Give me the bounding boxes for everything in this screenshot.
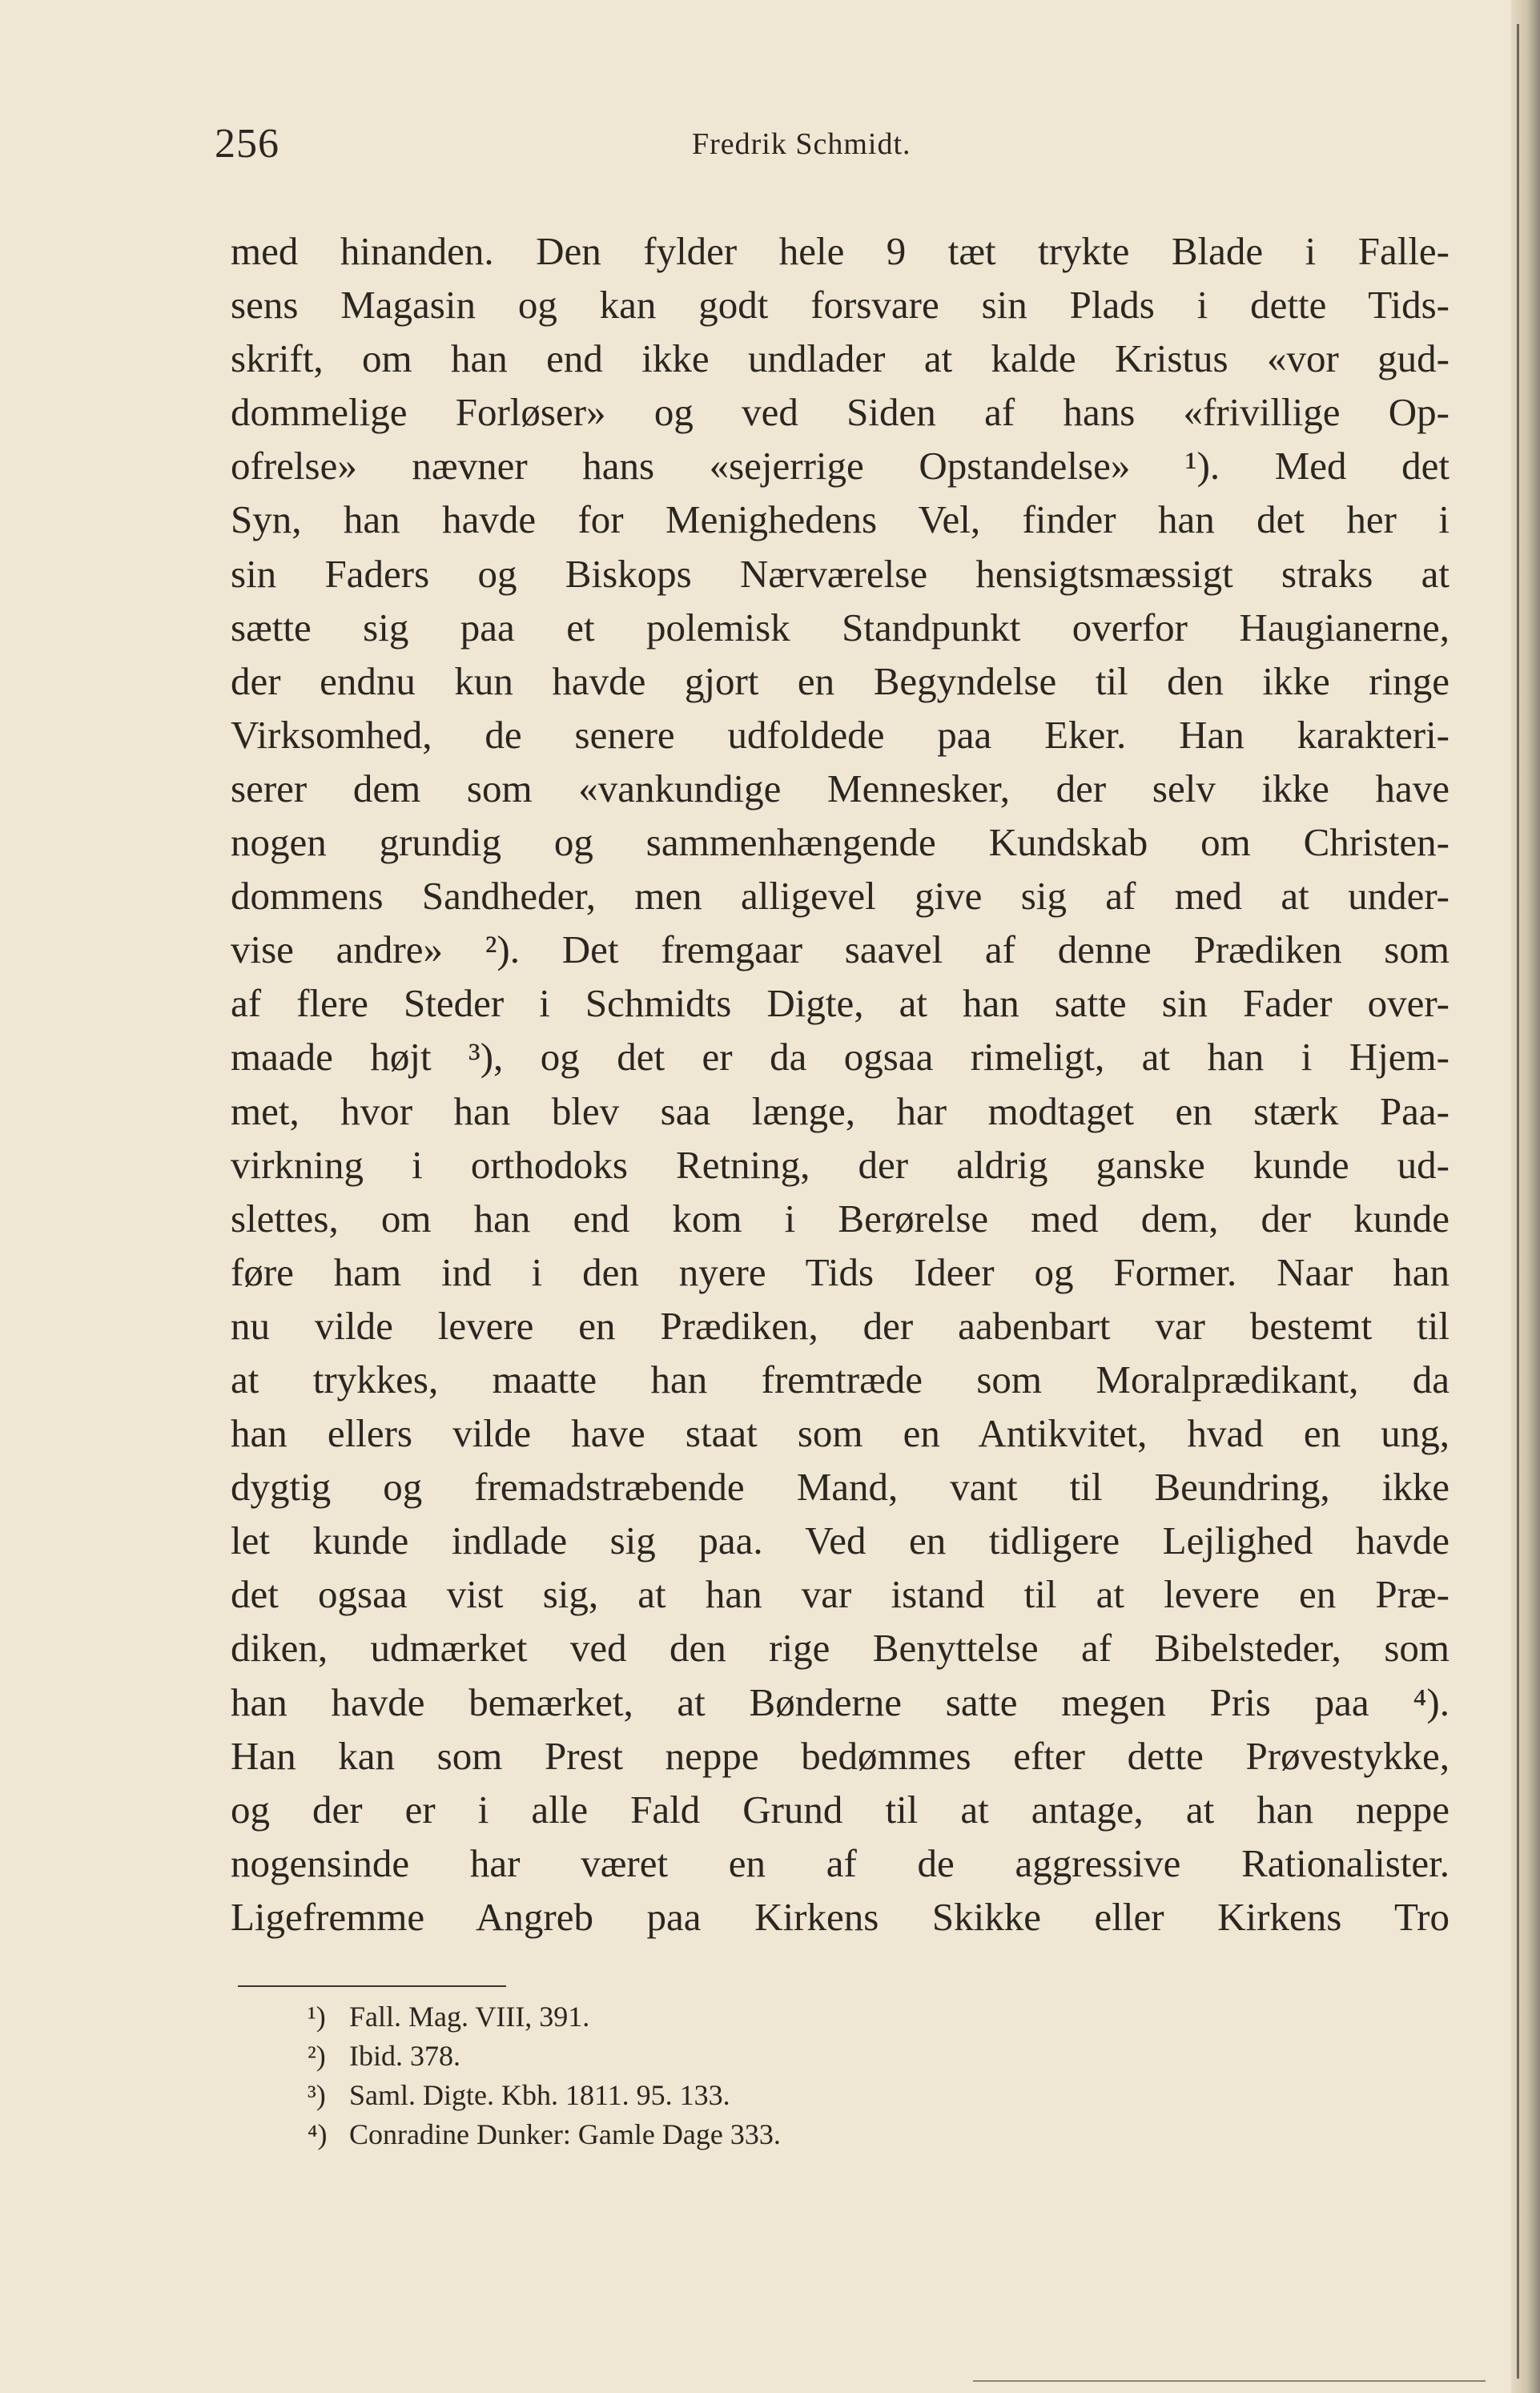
body-text: [231, 224, 1450, 1944]
text-line: Virksomhed, de senere udfoldede paa Eker. Han karakteri-: [231, 712, 1450, 757]
footnote: [308, 2037, 1108, 2076]
footnotes: [308, 1997, 1108, 2154]
footnote-text: Ibid. 378.: [349, 2040, 460, 2072]
text-line: dygtig og fremadstræbende Mand, vant til Beundring, ikke: [231, 1465, 1450, 1510]
text-line: nogensinde har været en af de aggressive Rationalister.: [231, 1840, 1450, 1885]
footnote: [308, 2115, 1108, 2154]
text-line: diken, udmærket ved den rige Benyttelse af Bibelsteder, som: [231, 1626, 1450, 1671]
footnote-mark: ³): [308, 2079, 326, 2111]
footnote-mark: ²): [308, 2040, 326, 2072]
text-line: ofrelse» nævner hans «sejerrige Opstandelse» ¹). Med det: [231, 444, 1450, 489]
footnote-mark: ¹): [308, 2001, 326, 2033]
text-line: serer dem som «vankundige Mennesker, der selv ikke have: [231, 766, 1450, 810]
text-line: med hinanden. Den fylder hele 9 tæt trykte Blade i Falle-: [231, 229, 1450, 273]
text-line: nogen grundig og sammenhængende Kundskab om Christen-: [231, 820, 1450, 865]
text-line: føre ham ind i den nyere Tids Ideer og Former. Naar han: [231, 1249, 1450, 1294]
text-line: sætte sig paa et polemisk Standpunkt overfor Haugianerne,: [231, 605, 1450, 650]
footnote-text: Conradine Dunker: Gamle Dage 333.: [349, 2118, 781, 2150]
page-number: 256: [215, 121, 279, 167]
text-line: maade højt ³), og det er da ogsaa rimeligt, at han i Hjem-: [231, 1035, 1450, 1080]
text-line: met, hvor han blev saa længe, har modtaget en stærk Paa-: [231, 1088, 1450, 1133]
text-line: sens Magasin og kan godt forsvare sin Plads i dette Tids-: [231, 283, 1450, 328]
text-line: sin Faders og Biskops Nærværelse hensigtsmæssigt straks at: [231, 551, 1450, 596]
footnote-text: Fall. Mag. VIII, 391.: [349, 2001, 590, 2033]
footnote-text: Saml. Digte. Kbh. 1811. 95. 133.: [349, 2079, 730, 2111]
footnote-rule: [238, 1985, 506, 1987]
text-line: Ligefremme Angreb paa Kirkens Skikke eller Kirkens Tro: [231, 1894, 1450, 1939]
text-line: Syn, han havde for Menighedens Vel, finder han det her i: [231, 497, 1450, 542]
text-line: og der er i alle Fald Grund til at antage, at han neppe: [231, 1787, 1450, 1832]
text-line: af flere Steder i Schmidts Digte, at han satte sin Fader over-: [231, 981, 1450, 1026]
text-line: let kunde indlade sig paa. Ved en tidligere Lejlighed havde: [231, 1518, 1450, 1563]
text-line: at trykkes, maatte han fremtræde som Moralprædikant, da: [231, 1357, 1450, 1402]
running-head: [215, 120, 1448, 176]
footnote: [308, 1997, 1108, 2037]
page-edge-line: [1517, 24, 1519, 2379]
running-title: Fredrik Schmidt.: [692, 127, 911, 161]
text-line: der endnu kun havde gjort en Begyndelse til den ikke ringe: [231, 658, 1450, 703]
footnote: [308, 2076, 1108, 2115]
text-line: dommens Sandheder, men alligevel give sig af med at under-: [231, 874, 1450, 919]
page-bottom-rule: [973, 2380, 1486, 2382]
footnote-mark: ⁴): [308, 2118, 328, 2150]
text-line: han havde bemærket, at Bønderne satte megen Pris paa ⁴).: [231, 1679, 1450, 1724]
text-line: slettes, om han end kom i Berørelse med dem, der kunde: [231, 1196, 1450, 1241]
page-edge-shadow: [1511, 0, 1540, 2393]
text-line: det ogsaa vist sig, at han var istand til at levere en Præ-: [231, 1572, 1450, 1617]
text-line: nu vilde levere en Prædiken, der aabenbart var bestemt til: [231, 1303, 1450, 1348]
text-line: han ellers vilde have staat som en Antikvitet, hvad en ung,: [231, 1411, 1450, 1456]
text-line: Han kan som Prest neppe bedømmes efter dette Prøvestykke,: [231, 1733, 1450, 1778]
text-line: virkning i orthodoks Retning, der aldrig ganske kunde ud-: [231, 1142, 1450, 1187]
text-line: vise andre» ²). Det fremgaar saavel af denne Prædiken som: [231, 927, 1450, 972]
text-line: dommelige Forløser» og ved Siden af hans «frivillige Op-: [231, 390, 1450, 435]
text-line: skrift, om han end ikke undlader at kalde Kristus «vor gud-: [231, 336, 1450, 381]
